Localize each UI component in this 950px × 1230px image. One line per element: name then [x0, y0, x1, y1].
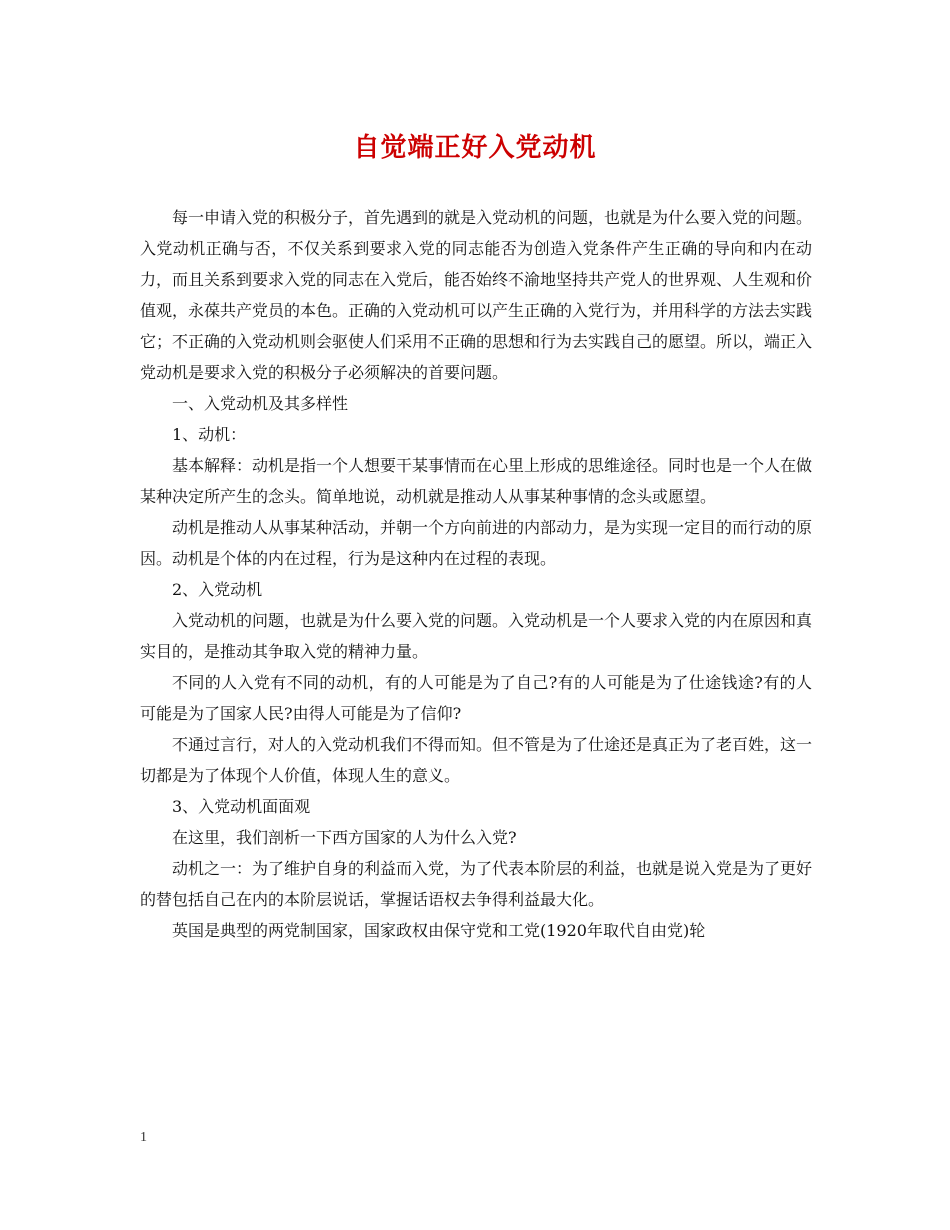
- paragraph-different-motives: 不同的人入党有不同的动机，有的人可能是为了自己?有的人可能是为了仕途钱途?有的人可能是为了国家人民?由得人可能是为了信仰?: [140, 673, 812, 723]
- subheading-party-motive: 2、入党动机: [172, 580, 263, 599]
- section-heading-1: 一、入党动机及其多样性: [172, 394, 349, 413]
- paragraph-uk-parties: 英国是典型的两党制国家，国家政权由保守党和工党(1920年取代自由党)轮: [172, 921, 706, 940]
- page-number: 1: [140, 1130, 147, 1145]
- subheading-motive-views: 3、入党动机面面观: [172, 797, 311, 816]
- paragraph-motive-one: 动机之一：为了维护自身的利益而入党，为了代表本阶层的利益，也就是说入党是为了更好的替包括自己在内的本阶层说话，掌握话语权去争得利益最大化。: [140, 859, 813, 909]
- paragraph-intro: 每一申请入党的积极分子，首先遇到的就是入党动机的问题，也就是为什么要入党的问题。入党动机正确与否，不仅关系到要求入党的同志能否为创造入党条件产生正确的导向和内在动力，而且关系到要求入党的同志在入党后，能否始终不渝地坚持共产党人的世界观、人生观和价值观，永葆共产党员的本色。正确的入党动机可以产生正确的入党行为，并用科学的方法去实践它；不正确的入党动机则会驱使人们采用不正确的思想和行为去实践自己的愿望。所以，端正入党动机是要求入党的积极分子必须解决的首要问题。: [140, 208, 813, 382]
- paragraph-motive-power: 动机是推动人从事某种活动，并朝一个方向前进的内部动力，是为实现一定目的而行动的原因。动机是个体的内在过程，行为是这种内在过程的表现。: [140, 518, 813, 568]
- paragraph-basic-definition: 基本解释：动机是指一个人想要干某事情而在心里上形成的思维途径。同时也是一个人在做某种决定所产生的念头。简单地说，动机就是推动人从事某种事情的念头或愿望。: [140, 456, 813, 506]
- subheading-motive: 1、动机：: [172, 425, 247, 444]
- paragraph-western-analysis: 在这里，我们剖析一下西方国家的人为什么入党?: [172, 828, 517, 847]
- document-body: [140, 202, 812, 946]
- paragraph-party-motive: 入党动机的问题，也就是为什么要入党的问题。入党动机是一个人要求入党的内在原因和真实目的，是推动其争取入党的精神力量。: [140, 611, 813, 661]
- document-title: 自觉端正好入党动机: [353, 133, 597, 163]
- paragraph-words-deeds: 不通过言行，对人的入党动机我们不得而知。但不管是为了仕途还是真正为了老百姓，这一切都是为了体现个人价值，体现人生的意义。: [140, 735, 813, 785]
